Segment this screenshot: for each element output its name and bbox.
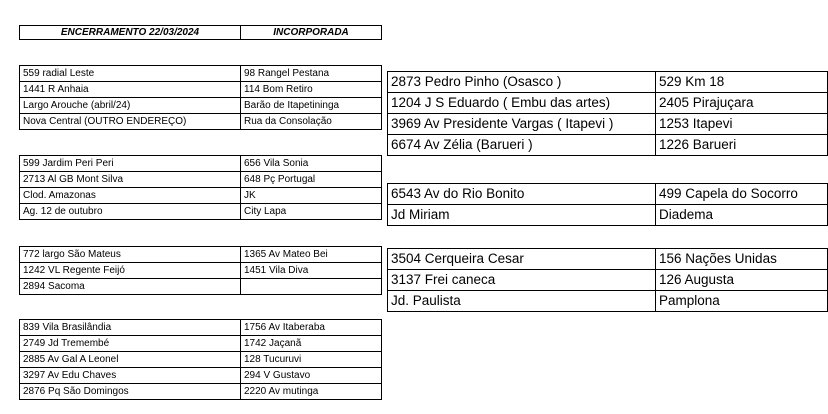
branch-incorporating: 98 Rangel Pestana: [241, 66, 382, 82]
branch-incorporating: 529 Km 18: [656, 72, 828, 93]
branch-closed: Largo Arouche (abril/24): [20, 98, 241, 114]
branch-incorporating: Pamplona: [656, 291, 828, 312]
branch-incorporating: 114 Bom Retiro: [241, 82, 382, 98]
branch-closed: 1441 R Anhaia: [20, 82, 241, 98]
table-row: [20, 188, 382, 204]
branch-closed: 839 Vila Brasilândia: [20, 320, 241, 336]
branch-closed: 2894 Sacoma: [20, 279, 241, 295]
left-group-2: [19, 155, 382, 220]
table-row: [20, 204, 382, 220]
branch-closed: 2713 Al GB Mont Silva: [20, 172, 241, 188]
branch-incorporating: City Lapa: [241, 204, 382, 220]
branch-closed: 3504 Cerqueira Cesar: [388, 249, 656, 270]
table-row: [388, 114, 828, 135]
table-row: [20, 82, 382, 98]
branch-closed: 1242 VL Regente Feijó: [20, 263, 241, 279]
branch-closed: 559 radial Leste: [20, 66, 241, 82]
table-row: [20, 66, 382, 82]
branch-closed: 2876 Pq São Domingos: [20, 384, 241, 400]
table-row: [20, 156, 382, 172]
branch-closed: 3969 Av Presidente Vargas ( Itapevi ): [388, 114, 656, 135]
left-group-3: [19, 246, 382, 295]
branch-closed: Jd Miriam: [388, 205, 656, 226]
branch-closed: 772 largo São Mateus: [20, 247, 241, 263]
branch-incorporating: 1226 Barueri: [656, 135, 828, 156]
table-row: [20, 320, 382, 336]
branch-incorporating: 1756 Av Itaberaba: [241, 320, 382, 336]
table-row: [388, 270, 828, 291]
table-row: [388, 93, 828, 114]
table-row: [388, 135, 828, 156]
branch-closed: 2749 Jd Tremembé: [20, 336, 241, 352]
table-row: [20, 352, 382, 368]
branch-closed: Jd. Paulista: [388, 291, 656, 312]
table-row: [20, 279, 382, 295]
table-row: [20, 368, 382, 384]
branch-closed: Nova Central (OUTRO ENDEREÇO): [20, 114, 241, 130]
branch-incorporating: [241, 279, 382, 295]
table-row: [20, 336, 382, 352]
branch-incorporating: 648 Pç Portugal: [241, 172, 382, 188]
left-group-1: [19, 65, 382, 130]
branch-closed: 6674 Av Zélia (Barueri ): [388, 135, 656, 156]
table-row: [20, 172, 382, 188]
table-row: [20, 263, 382, 279]
header-closure-date: ENCERRAMENTO 22/03/2024: [20, 26, 241, 40]
table-row: [20, 114, 382, 130]
branch-incorporating: 2405 Pirajuçara: [656, 93, 828, 114]
branch-incorporating: 2220 Av mutinga: [241, 384, 382, 400]
branch-incorporating: 1253 Itapevi: [656, 114, 828, 135]
right-group-3: [387, 248, 828, 312]
branch-incorporating: 1365 Av Mateo Bei: [241, 247, 382, 263]
table-row: [388, 249, 828, 270]
branch-incorporating: JK: [241, 188, 382, 204]
branch-incorporating: Rua da Consolação: [241, 114, 382, 130]
header-row: [20, 26, 382, 40]
table-row: [388, 291, 828, 312]
branch-incorporating: 656 Vila Sonia: [241, 156, 382, 172]
branch-closed: Ag. 12 de outubro: [20, 204, 241, 220]
branch-incorporating: Barão de Itapetininga: [241, 98, 382, 114]
branch-incorporating: 1742 Jaçanã: [241, 336, 382, 352]
table-row: [388, 184, 828, 205]
branch-incorporating: 126 Augusta: [656, 270, 828, 291]
branch-closed: 2873 Pedro Pinho (Osasco ): [388, 72, 656, 93]
table-row: [388, 72, 828, 93]
table-row: [20, 247, 382, 263]
right-group-2: [387, 183, 828, 226]
header-incorporated: INCORPORADA: [241, 26, 382, 40]
branch-closed: 599 Jardim Peri Peri: [20, 156, 241, 172]
branch-closed: 6543 Av do Rio Bonito: [388, 184, 656, 205]
branch-closed: 3137 Frei caneca: [388, 270, 656, 291]
table-row: [20, 384, 382, 400]
branch-incorporating: 128 Tucuruvi: [241, 352, 382, 368]
branch-closed: 2885 Av Gal A Leonel: [20, 352, 241, 368]
left-group-4: [19, 319, 382, 400]
branch-incorporating: 294 V Gustavo: [241, 368, 382, 384]
table-row: [388, 205, 828, 226]
header-table: [19, 25, 382, 40]
table-row: [20, 98, 382, 114]
branch-incorporating: 499 Capela do Socorro: [656, 184, 828, 205]
branch-closed: 3297 Av Edu Chaves: [20, 368, 241, 384]
branch-closed: 1204 J S Eduardo ( Embu das artes): [388, 93, 656, 114]
branch-closed: Clod. Amazonas: [20, 188, 241, 204]
branch-incorporating: Diadema: [656, 205, 828, 226]
branch-incorporating: 1451 Vila Diva: [241, 263, 382, 279]
branch-incorporating: 156 Nações Unidas: [656, 249, 828, 270]
right-group-1: [387, 71, 828, 156]
